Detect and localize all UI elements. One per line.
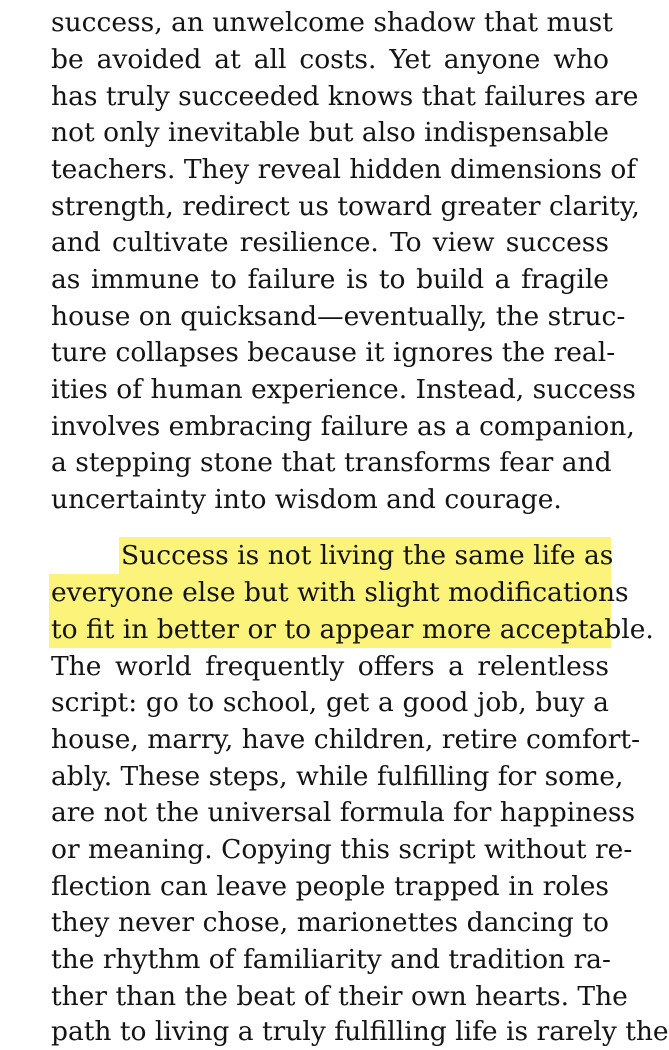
text-line: strength, redirect us toward greater clarity, — [51, 191, 640, 222]
text-line: the rhythm of familiarity and tradition ra- — [51, 944, 611, 975]
highlighted-line[interactable]: Success is not living the same life as — [121, 540, 614, 571]
text-line: they never chose, marionettes dancing to — [51, 907, 609, 938]
text-line: or meaning. Copying this script without re- — [51, 834, 633, 865]
text-line: a stepping stone that transforms fear and — [51, 447, 612, 478]
text-line: ably. These steps, while fulfilling for some, — [51, 761, 624, 792]
cut-off-line-bottom: path to living a truly fulfilling life is rarely the — [51, 1016, 669, 1047]
text-line: uncertainty into wisdom and courage. — [51, 484, 562, 515]
text-line: has truly succeeded knows that failures are — [51, 81, 639, 112]
text-line: script: go to school, get a good job, buy a — [51, 687, 609, 718]
text-line: success, an unwelcome shadow that must — [51, 7, 613, 38]
text-line: house on quicksand—eventually, the struc- — [51, 301, 626, 332]
highlighted-line[interactable]: to fit in better or to appear more acceptable. — [51, 614, 654, 645]
text-line: teachers. They reveal hidden dimensions of — [51, 154, 637, 185]
text-line: be avoided at all costs. Yet anyone who — [51, 44, 609, 75]
text-line: ities of human experience. Instead, success — [51, 374, 636, 405]
text-line: as immune to failure is to build a fragile — [51, 264, 609, 295]
text-line: ture collapses because it ignores the real- — [51, 337, 616, 368]
text-line: are not the universal formula for happiness — [51, 797, 636, 828]
text-line: flection can leave people trapped in roles — [51, 871, 609, 902]
text-line: not only inevitable but also indispensable — [51, 117, 609, 148]
text-line: ther than the beat of their own hearts. The — [51, 981, 628, 1012]
text-line: The world frequently offers a relentless — [51, 651, 609, 682]
text-line: house, marry, have children, retire comfort- — [51, 724, 641, 755]
highlighted-line[interactable]: everyone else but with slight modifications — [51, 577, 629, 608]
text-line: involves embracing failure as a companion, — [51, 411, 635, 442]
text-line: and cultivate resilience. To view success — [51, 227, 609, 258]
